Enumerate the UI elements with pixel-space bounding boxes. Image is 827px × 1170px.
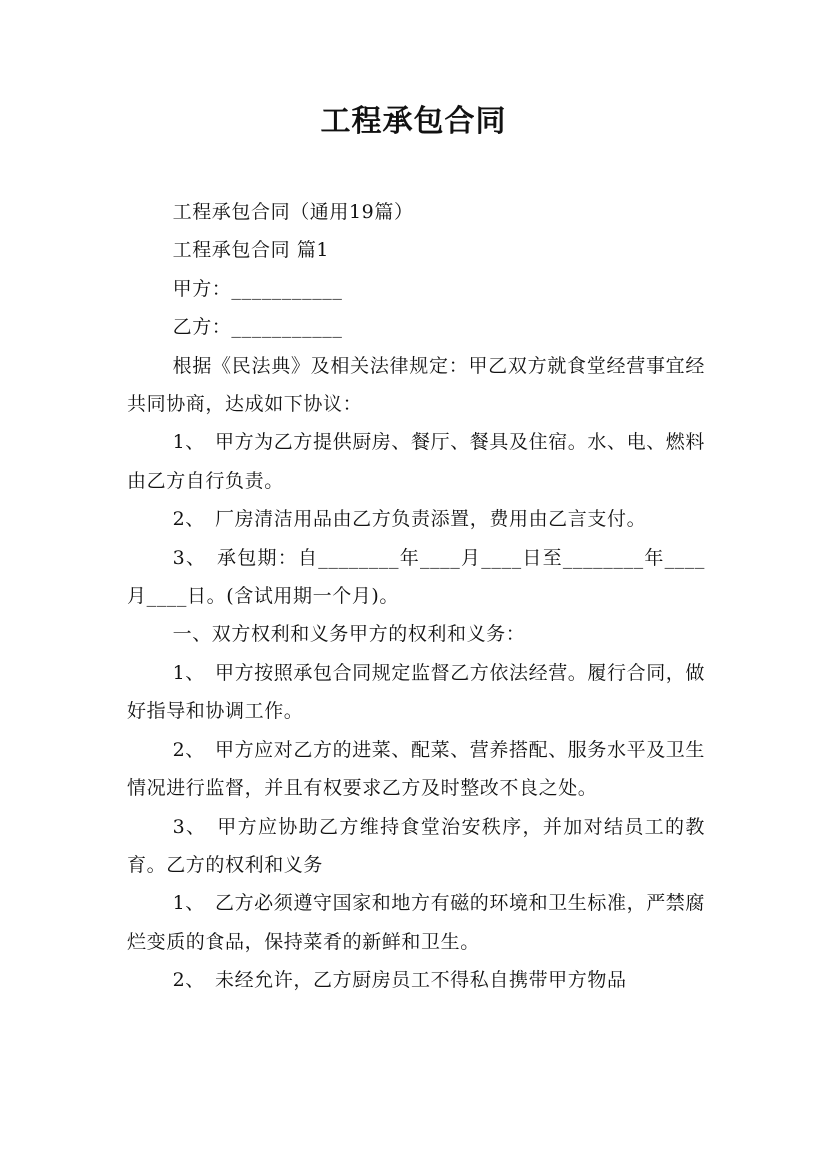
paragraph-subtitle: 工程承包合同（通用19篇） bbox=[172, 201, 414, 223]
paragraph-section-heading: 一、双方权利和义务甲方的权利和义务： bbox=[172, 623, 526, 646]
paragraph-preamble: 根据《民法典》及相关法律规定：甲乙双方就食堂经营事宜经共同协商，达成如下协议： bbox=[127, 354, 705, 416]
paragraph-clause: 2、 厂房清洁用品由乙方负责添置，费用由乙言支付。 bbox=[172, 508, 647, 531]
paragraph-clause: 2、 甲方应对乙方的进菜、配菜、营养搭配、服务水平及卫生情况进行监督，并且有权要求乙方及时整改不良之处。 bbox=[127, 738, 705, 800]
paragraph-clause: 1、 甲方按照承包合同规定监督乙方依法经营。履行合同，做好指导和协调工作。 bbox=[127, 661, 705, 723]
paragraph-clause: 1、 甲方为乙方提供厨房、餐厅、餐具及住宿。水、电、燃料由乙方自行负责。 bbox=[127, 431, 705, 492]
paragraph-party-a: 甲方：___________ bbox=[172, 277, 343, 300]
paragraph-clause: 2、 未经允许，乙方厨房员工不得私自携带甲方物品 bbox=[172, 969, 627, 992]
document-title: 工程承包合同 bbox=[320, 104, 507, 139]
paragraph-clause: 3、 甲方应协助乙方维持食堂治安秩序，并加对结员工的教育。乙方的权利和义务 bbox=[127, 815, 705, 876]
document-body bbox=[127, 193, 705, 1000]
paragraph-party-b: 乙方：___________ bbox=[172, 316, 343, 339]
paragraph-clause: 3、 承包期：自________年____月____日至________年____月____日。(含试用期一个月)。 bbox=[127, 546, 705, 608]
paragraph-part-heading: 工程承包合同 篇1 bbox=[172, 239, 330, 262]
paragraph-clause: 1、 乙方必须遵守国家和地方有磁的环境和卫生标准，严禁腐烂变质的食品，保持菜肴的新鲜和卫生。 bbox=[127, 892, 705, 953]
